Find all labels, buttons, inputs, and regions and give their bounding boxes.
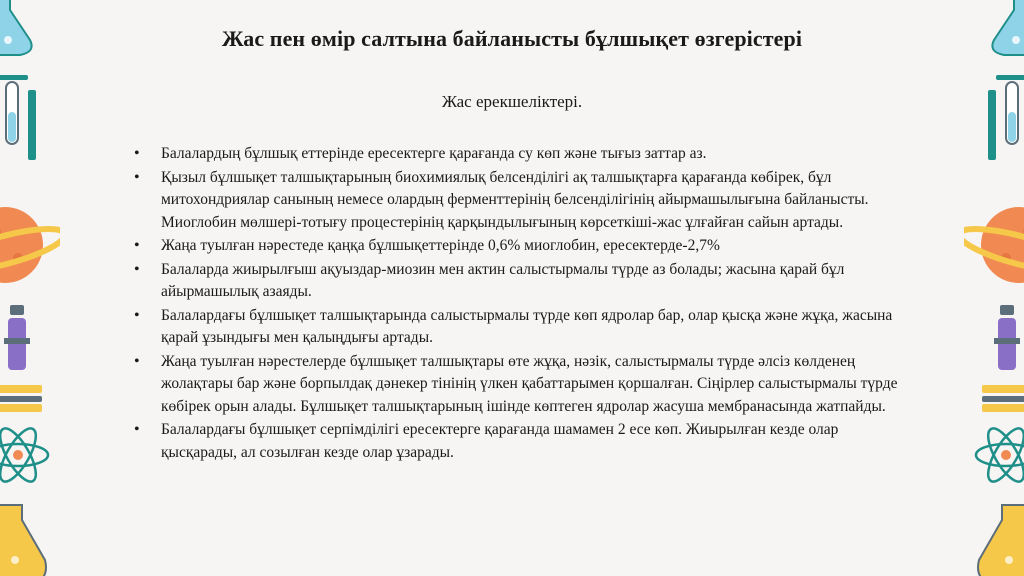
bullet-item: • Балаларда жиырылғыш ақуыздар-миозин мен актин салыстырмалы түрде аз болады; жасына қарай бұл айырмашылық азаяды. <box>131 259 901 304</box>
bullet-list <box>131 143 901 465</box>
bullet-item: • Балалардағы бұлшықет серпімділігі ересектерге қарағанда шамамен 2 есе көп. Жиырылған кезде олар қысқарады, ал созылған кезде олар ұзарады. <box>131 419 901 464</box>
beaker-icon <box>0 505 46 576</box>
bullet-item: • Қызыл бұлшықет талшықтарының биохимиялық белсенділігі ақ талшықтарға қарағанда көбірек, бұл митохондриялар санының немесе олардың ферменттерінің белсенділігінің айырмашылығына байланысты. Миоглобин мөлшері-тотығу процестерінің қарқындылығының көрсеткіші-жас ұлғайған сайын артады. <box>131 167 901 235</box>
microscope-icon <box>0 305 42 412</box>
planet-icon <box>0 207 60 283</box>
left-decoration <box>0 0 60 576</box>
bullet-item: • Жаңа туылған нәрестелерде бұлшықет талшықтары өте жұқа, нәзік, салыстырмалы түрде әлсіз көлденең жолақтары бар және борпылдақ дәнекер тінінің үлкен қабаттарымен қоршалған. Сіңірлер салыстырмалы түрде көбірек орын алады. Бұлшықет талшықтарының ішінде көптеген ядролар жасуша мембранасында жатпайды. <box>131 351 901 419</box>
slide-title: Жас пен өмір салтына байланысты бұлшықет өзгерістері <box>221 26 803 51</box>
slide-subtitle: Жас ерекшеліктері. <box>441 92 583 111</box>
bullet-item: • Балалардағы бұлшықет талшықтарында салыстырмалы түрде көп ядролар бар, олар қысқа және жұқа, жасына қарай ұзындығы мен қалыңдығы артады. <box>131 305 901 350</box>
microscope-icon <box>982 305 1024 412</box>
right-decoration <box>964 0 1024 576</box>
atom-icon <box>0 424 48 487</box>
bullet-item: • Жаңа туылған нәрестеде қаңқа бұлшықеттерінде 0,6% миоглобин, ересектерде-2,7% <box>131 235 901 258</box>
test-tube-icon <box>0 75 36 160</box>
beaker-icon <box>978 505 1024 576</box>
atom-icon <box>976 424 1024 487</box>
bullet-item: • Балалардың бұлшық еттерінде ересектерге қарағанда су көп және тығыз заттар аз. <box>131 143 901 166</box>
planet-icon <box>964 207 1024 283</box>
test-tube-icon <box>988 75 1024 160</box>
